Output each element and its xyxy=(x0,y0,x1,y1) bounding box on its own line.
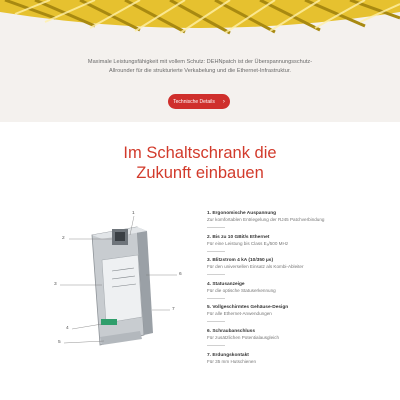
divider xyxy=(207,227,225,228)
divider xyxy=(207,345,225,346)
feature-list xyxy=(207,211,377,372)
callout-1: 1 xyxy=(132,211,135,216)
feature-title: 2. Bis zu 10 GBit/s Ethernet xyxy=(207,234,270,240)
callout-2: 2 xyxy=(62,236,65,241)
feature-description: Zur komfortablen Entriegelung der RJ45 Patchverbindung xyxy=(207,217,325,222)
callout-3: 3 xyxy=(54,282,57,287)
divider xyxy=(207,321,225,322)
divider xyxy=(207,274,225,275)
feature-item xyxy=(207,329,377,346)
technical-details-button[interactable] xyxy=(168,94,230,109)
feature-description: Für den universellen Einsatz als Kombi-Ableiter xyxy=(207,264,304,270)
feature-title: 3. Blitzstrom 4 kA (10/350 µs) xyxy=(207,258,274,264)
callout-5: 5 xyxy=(58,340,61,345)
feature-item xyxy=(207,258,377,275)
technical-details-label: Technische Details xyxy=(173,98,215,105)
callout-4: 4 xyxy=(66,326,69,331)
feature-item xyxy=(207,235,377,252)
feature-title: 1. Ergonomische Auspannung xyxy=(207,211,277,216)
feature-description: Für zusätzlichen Potentialausgleich xyxy=(207,334,280,340)
feature-title: 5. Vollgeschirmtes Gehäuse-Design xyxy=(207,305,289,311)
hero-section xyxy=(0,0,400,122)
callout-6: 6 xyxy=(179,272,182,277)
feature-description: Für eine Leistung bis Class Eₐ/500 MHz xyxy=(207,240,289,246)
feature-title: 7. Erdungskontakt xyxy=(207,352,249,358)
hero-cable-pattern-image xyxy=(0,0,400,42)
feature-description: Für alle Ethernet-Anwendungen xyxy=(207,311,272,317)
divider xyxy=(207,298,225,299)
device-illustration xyxy=(52,205,192,355)
callout-7: 7 xyxy=(172,307,175,312)
feature-item xyxy=(207,211,377,228)
feature-description: Für 35 mm Hutschienen xyxy=(207,358,257,364)
feature-item xyxy=(207,353,377,365)
surge-protector-image xyxy=(52,205,192,355)
divider xyxy=(207,251,225,252)
feature-title: 4. Statusanzeige xyxy=(207,281,245,287)
hero-description: Maximale Leistungsfähigkeit mit vollem Schutz: DEHNpatch ist der Überspannungsschutz- Allrounder für die strukturierte Verkabelung und die Ethernet-Infrastruktur. xyxy=(87,59,313,74)
feature-item xyxy=(207,282,377,299)
section-headline: Im Schaltschrank die Zukunft einbauen xyxy=(123,144,277,182)
feature-description: Für die optische Statuserkennung xyxy=(207,287,276,293)
feature-item xyxy=(207,305,377,322)
chevron-right-icon: › xyxy=(222,98,225,105)
feature-title: 6. Schraubanschluss xyxy=(207,328,255,334)
